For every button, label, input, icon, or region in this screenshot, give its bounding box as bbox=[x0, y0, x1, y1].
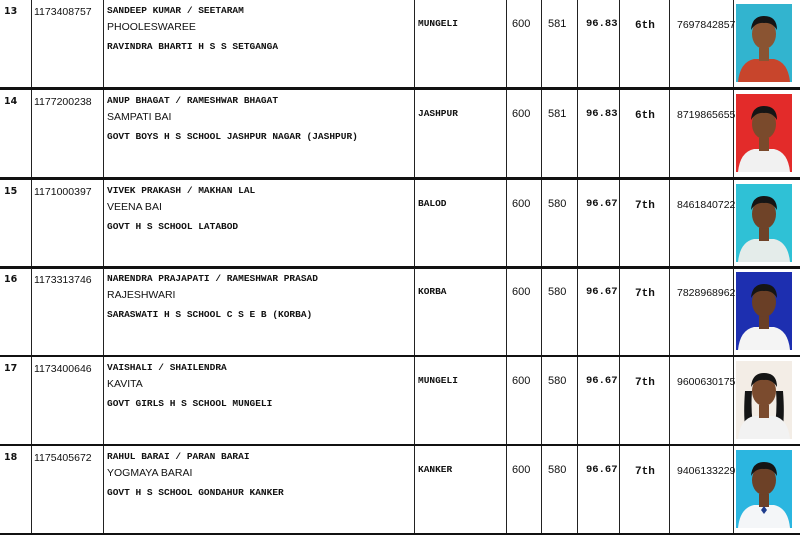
obtained-marks: 580 bbox=[542, 180, 578, 267]
district: MUNGELI bbox=[415, 0, 507, 87]
obtained-marks: 580 bbox=[542, 357, 578, 444]
mobile-number: 7828968962 bbox=[670, 268, 734, 355]
student-photo bbox=[736, 450, 792, 528]
rank: 6th bbox=[620, 0, 670, 87]
photo-cell bbox=[734, 446, 800, 533]
student-photo bbox=[736, 361, 792, 439]
serial-number: 13 bbox=[0, 0, 32, 87]
rank: 7th bbox=[620, 268, 670, 355]
student-details bbox=[104, 268, 415, 355]
student-photo bbox=[736, 4, 792, 82]
student-photo bbox=[736, 272, 792, 350]
photo-cell bbox=[734, 90, 800, 177]
percentage: 96.67 bbox=[578, 180, 620, 267]
student-father-name: ANUP BHAGAT / RAMESHWAR BHAGAT bbox=[107, 95, 279, 106]
student-father-name: VIVEK PRAKASH / MAKHAN LAL bbox=[107, 185, 256, 196]
table-row bbox=[0, 0, 800, 89]
roll-number: 1173313746 bbox=[32, 268, 104, 355]
roll-number: 1173408757 bbox=[32, 0, 104, 87]
max-marks: 600 bbox=[507, 446, 542, 533]
district: BALOD bbox=[415, 180, 507, 267]
roll-number: 1171000397 bbox=[32, 180, 104, 267]
serial-number: 15 bbox=[0, 180, 32, 267]
school-name: GOVT H S SCHOOL LATABOD bbox=[107, 221, 239, 232]
mother-name: YOGMAYA BARAI bbox=[107, 467, 193, 479]
student-details bbox=[104, 90, 415, 177]
percentage: 96.83 bbox=[578, 0, 620, 87]
student-photo bbox=[736, 94, 792, 172]
mother-name: KAVITA bbox=[107, 378, 143, 390]
serial-number: 18 bbox=[0, 446, 32, 533]
percentage: 96.67 bbox=[578, 357, 620, 444]
photo-cell bbox=[734, 0, 800, 87]
mobile-number: 9406133229 bbox=[670, 446, 734, 533]
max-marks: 600 bbox=[507, 180, 542, 267]
photo-cell bbox=[734, 268, 800, 355]
mobile-number: 9600630175 bbox=[670, 357, 734, 444]
district: JASHPUR bbox=[415, 90, 507, 177]
roll-number: 1175405672 bbox=[32, 446, 104, 533]
student-father-name: RAHUL BARAI / PARAN BARAI bbox=[107, 451, 250, 462]
percentage: 96.67 bbox=[578, 446, 620, 533]
student-details bbox=[104, 0, 415, 87]
rank: 7th bbox=[620, 446, 670, 533]
school-name: SARASWATI H S SCHOOL C S E B (KORBA) bbox=[107, 309, 313, 320]
obtained-marks: 581 bbox=[542, 90, 578, 177]
student-father-name: SANDEEP KUMAR / SEETARAM bbox=[107, 5, 244, 16]
rank: 6th bbox=[620, 90, 670, 177]
mother-name: SAMPATI BAI bbox=[107, 111, 172, 123]
percentage: 96.83 bbox=[578, 90, 620, 177]
mobile-number: 8719865655 bbox=[670, 90, 734, 177]
student-details bbox=[104, 446, 415, 533]
mother-name: PHOOLESWAREE bbox=[107, 21, 196, 33]
student-details bbox=[104, 357, 415, 444]
max-marks: 600 bbox=[507, 90, 542, 177]
school-name: RAVINDRA BHARTI H S S SETGANGA bbox=[107, 41, 279, 52]
rank: 7th bbox=[620, 180, 670, 267]
max-marks: 600 bbox=[507, 0, 542, 87]
table-row bbox=[0, 355, 800, 446]
student-father-name: NARENDRA PRAJAPATI / RAMESHWAR PRASAD bbox=[107, 273, 318, 284]
school-name: GOVT GIRLS H S SCHOOL MUNGELI bbox=[107, 398, 273, 409]
student-details bbox=[104, 180, 415, 267]
mother-name: RAJESHWARI bbox=[107, 289, 176, 301]
district: KANKER bbox=[415, 446, 507, 533]
table-row bbox=[0, 444, 800, 535]
mother-name: VEENA BAI bbox=[107, 201, 162, 213]
rank: 7th bbox=[620, 357, 670, 444]
percentage: 96.67 bbox=[578, 268, 620, 355]
max-marks: 600 bbox=[507, 357, 542, 444]
serial-number: 16 bbox=[0, 268, 32, 355]
roll-number: 1177200238 bbox=[32, 90, 104, 177]
photo-cell bbox=[734, 180, 800, 267]
school-name: GOVT H S SCHOOL GONDAHUR KANKER bbox=[107, 487, 284, 498]
serial-number: 17 bbox=[0, 357, 32, 444]
max-marks: 600 bbox=[507, 268, 542, 355]
roll-number: 1173400646 bbox=[32, 357, 104, 444]
obtained-marks: 581 bbox=[542, 0, 578, 87]
obtained-marks: 580 bbox=[542, 268, 578, 355]
mobile-number: 8461840722 bbox=[670, 180, 734, 267]
table-row bbox=[0, 266, 800, 357]
student-father-name: VAISHALI / SHAILENDRA bbox=[107, 362, 227, 373]
obtained-marks: 580 bbox=[542, 446, 578, 533]
photo-cell bbox=[734, 357, 800, 444]
student-photo bbox=[736, 184, 792, 262]
table-row bbox=[0, 178, 800, 269]
district: MUNGELI bbox=[415, 357, 507, 444]
school-name: GOVT BOYS H S SCHOOL JASHPUR NAGAR (JASHPUR) bbox=[107, 131, 358, 142]
mobile-number: 7697842857 bbox=[670, 0, 734, 87]
district: KORBA bbox=[415, 268, 507, 355]
serial-number: 14 bbox=[0, 90, 32, 177]
table-row bbox=[0, 88, 800, 179]
